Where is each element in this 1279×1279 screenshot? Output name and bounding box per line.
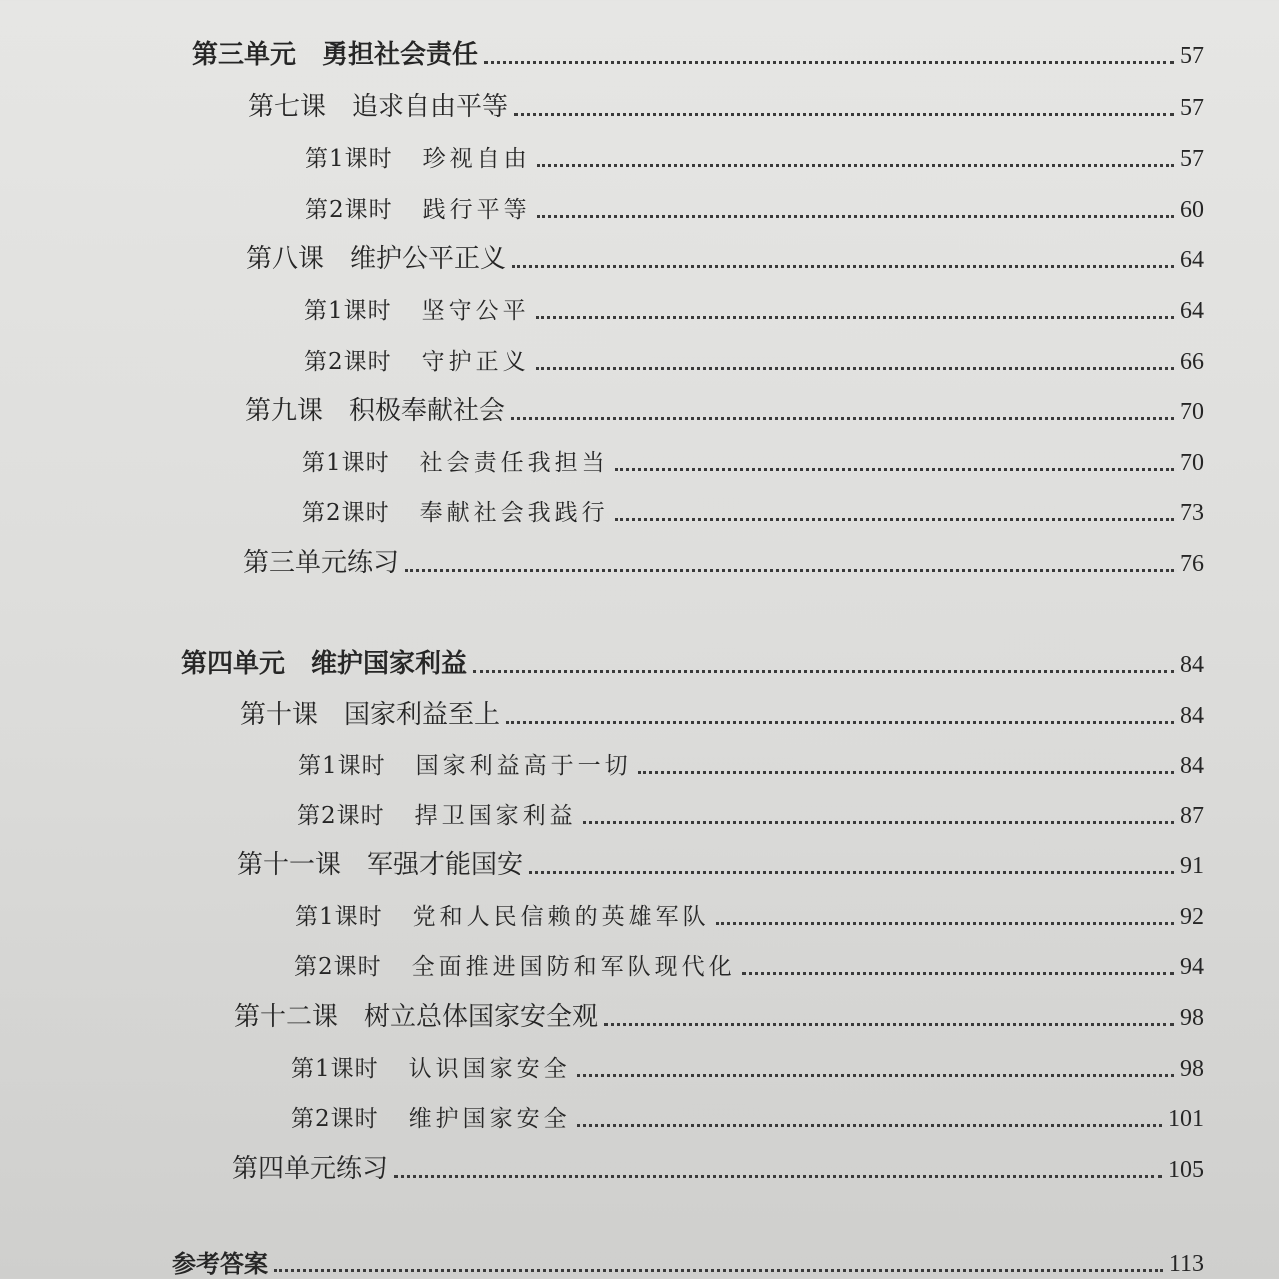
entry-title: 树立总体国家安全观 <box>364 1002 599 1032</box>
entry-title: 社会责任我担当 <box>419 450 609 476</box>
toc-lesson-12-period-2[interactable] <box>291 1091 1204 1135</box>
entry-title: 珍视自由 <box>422 146 531 172</box>
entry-number: 第2课时 <box>291 1106 379 1132</box>
page-number: 92 <box>1180 904 1204 930</box>
toc-lesson-12-period-1[interactable] <box>291 1041 1204 1085</box>
page-number: 94 <box>1180 954 1204 980</box>
dot-leader <box>742 972 1174 975</box>
page-number: 91 <box>1180 853 1204 879</box>
page-number: 57 <box>1180 146 1204 172</box>
entry-number: 第十二课 <box>234 1002 339 1032</box>
toc-answers[interactable] <box>172 1236 1204 1279</box>
page-number: 98 <box>1180 1005 1204 1031</box>
toc-lesson-7-period-2[interactable] <box>305 182 1204 226</box>
dot-leader <box>473 670 1174 673</box>
entry-title: 践行平等 <box>422 197 531 223</box>
entry-number: 第1课时 <box>305 146 393 172</box>
entry-number: 第三单元 <box>192 40 297 70</box>
entry-title: 国家利益高于一切 <box>415 753 632 779</box>
dot-leader <box>506 721 1174 724</box>
dot-leader <box>394 1175 1162 1178</box>
toc-lesson-9-period-1[interactable] <box>302 435 1204 479</box>
dot-leader <box>638 771 1174 774</box>
dot-leader <box>512 265 1174 268</box>
entry-title: 维护国家安全 <box>408 1106 571 1132</box>
toc-unit-3-exercise[interactable] <box>243 536 1204 580</box>
entry-number: 第2课时 <box>304 349 392 375</box>
page-number: 64 <box>1180 298 1204 324</box>
page-number: 73 <box>1180 500 1204 526</box>
toc-lesson-8[interactable] <box>246 232 1204 276</box>
entry-number: 第十课 <box>240 700 319 730</box>
page-number: 70 <box>1180 399 1204 425</box>
dot-leader <box>577 1124 1162 1127</box>
entry-number: 第2课时 <box>302 500 390 526</box>
entry-title: 坚守公平 <box>421 298 530 324</box>
toc-unit-4[interactable] <box>181 637 1204 681</box>
page-number: 70 <box>1180 450 1204 476</box>
page-number: 76 <box>1180 551 1204 577</box>
dot-leader <box>615 468 1174 471</box>
entry-number: 第1课时 <box>295 904 383 930</box>
entry-number: 第四单元 <box>181 649 286 679</box>
dot-leader <box>514 113 1174 116</box>
dot-leader <box>615 518 1174 521</box>
entry-title: 守护正义 <box>421 349 530 375</box>
entry-title: 积极奉献社会 <box>349 396 506 426</box>
toc-lesson-8-period-2[interactable] <box>304 334 1204 378</box>
page-number: 84 <box>1180 652 1204 678</box>
entry-title: 党和人民信赖的英雄军队 <box>412 904 710 930</box>
page-number: 64 <box>1180 247 1204 273</box>
page-number: 66 <box>1180 349 1204 375</box>
toc-lesson-8-period-1[interactable] <box>304 283 1204 327</box>
entry-number: 第1课时 <box>298 753 386 779</box>
toc-lesson-10-period-1[interactable] <box>298 738 1204 782</box>
toc-lesson-7[interactable] <box>248 80 1204 124</box>
entry-title: 认识国家安全 <box>408 1056 571 1082</box>
entry-title: 国家利益至上 <box>344 700 501 730</box>
toc-lesson-12[interactable] <box>234 990 1204 1034</box>
dot-leader <box>537 215 1174 218</box>
entry-title: 追求自由平等 <box>352 92 509 122</box>
entry-number: 第2课时 <box>297 803 385 829</box>
entry-title: 第三单元练习 <box>243 548 400 578</box>
page-number: 113 <box>1168 1251 1204 1277</box>
dot-leader <box>536 367 1174 370</box>
dot-leader <box>583 821 1174 824</box>
entry-title: 勇担社会责任 <box>322 40 479 70</box>
page-number: 57 <box>1180 95 1204 121</box>
entry-title: 军强才能国安 <box>367 850 524 880</box>
dot-leader <box>604 1023 1174 1026</box>
dot-leader <box>577 1074 1174 1077</box>
page-number: 84 <box>1180 703 1204 729</box>
page-number: 105 <box>1168 1157 1204 1183</box>
page-number: 84 <box>1180 753 1204 779</box>
toc-lesson-10[interactable] <box>240 688 1204 732</box>
dot-leader <box>529 871 1174 874</box>
toc-lesson-11[interactable] <box>237 838 1204 882</box>
toc-unit-4-exercise[interactable] <box>232 1142 1204 1186</box>
entry-number: 第2课时 <box>294 954 382 980</box>
entry-title: 奉献社会我践行 <box>419 500 609 526</box>
page-number: 101 <box>1168 1106 1204 1132</box>
page-number: 87 <box>1180 803 1204 829</box>
entry-title: 维护国家利益 <box>311 649 468 679</box>
page-number: 57 <box>1180 43 1204 69</box>
toc-unit-3[interactable] <box>192 28 1204 72</box>
toc-lesson-7-period-1[interactable] <box>305 131 1204 175</box>
entry-number: 第七课 <box>248 92 327 122</box>
entry-number: 第1课时 <box>291 1056 379 1082</box>
toc-lesson-11-period-1[interactable] <box>295 889 1204 933</box>
entry-title: 维护公平正义 <box>350 244 507 274</box>
toc-lesson-9[interactable] <box>245 384 1204 428</box>
entry-number: 第八课 <box>246 244 325 274</box>
entry-number: 第十一课 <box>237 850 342 880</box>
page-number: 98 <box>1180 1056 1204 1082</box>
dot-leader <box>511 417 1174 420</box>
entry-title: 参考答案 <box>172 1250 268 1278</box>
dot-leader <box>536 316 1174 319</box>
toc-lesson-10-period-2[interactable] <box>297 788 1204 832</box>
entry-title: 第四单元练习 <box>232 1154 389 1184</box>
entry-title: 捍卫国家利益 <box>414 803 577 829</box>
entry-number: 第1课时 <box>304 298 392 324</box>
dot-leader <box>405 569 1174 572</box>
page-number: 60 <box>1180 197 1204 223</box>
entry-number: 第1课时 <box>302 450 390 476</box>
toc-lesson-9-period-2[interactable] <box>302 485 1204 529</box>
dot-leader <box>716 922 1174 925</box>
entry-number: 第九课 <box>245 396 324 426</box>
entry-title: 全面推进国防和军队现代化 <box>411 954 736 980</box>
dot-leader <box>274 1269 1163 1272</box>
entry-number: 第2课时 <box>305 197 393 223</box>
dot-leader <box>484 61 1174 64</box>
toc-lesson-11-period-2[interactable] <box>294 939 1204 983</box>
dot-leader <box>537 164 1174 167</box>
